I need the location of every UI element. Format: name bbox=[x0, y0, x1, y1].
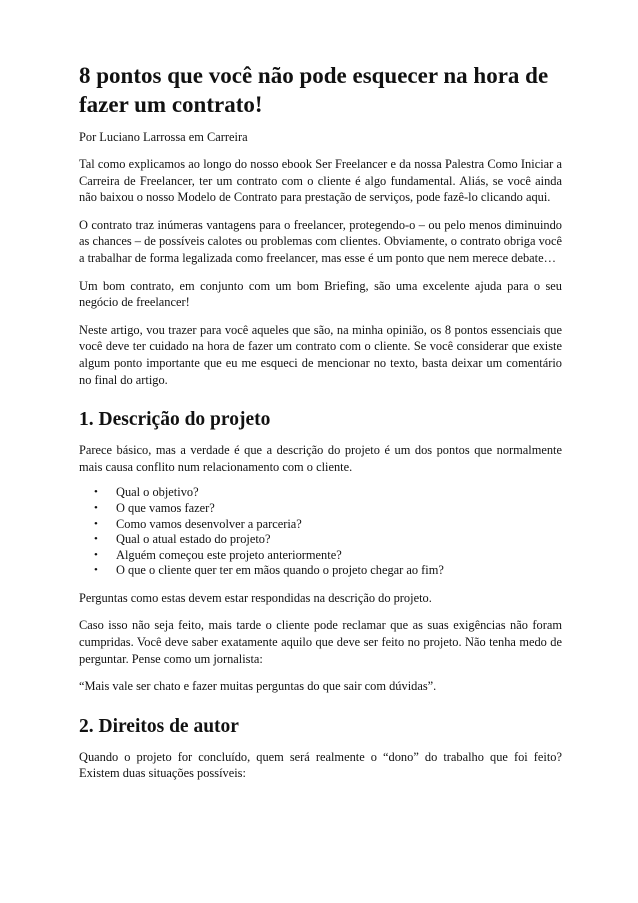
section-2-heading: 2. Direitos de autor bbox=[79, 715, 239, 737]
bullet-icon: • bbox=[94, 533, 98, 546]
byline: Por Luciano Larrossa em Carreira bbox=[79, 130, 248, 144]
section-1-paragraph-1: Perguntas como estas devem estar respondidas na descrição do projeto. bbox=[79, 590, 432, 605]
list-item-text: O que o cliente quer ter em mãos quando o projeto chegar ao fim? bbox=[116, 563, 444, 578]
intro-paragraph-3: Um bom contrato, em conjunto com um bom Briefing, são uma excelente ajuda para o seu negócio de freelancer! bbox=[79, 278, 562, 310]
list-item-text: Como vamos desenvolver a parceria? bbox=[116, 516, 302, 531]
intro-paragraph-2: O contrato traz inúmeras vantagens para o freelancer, protegendo-o – ou pelo menos diminuindo as chances – de possíveis calotes ou problemas com clientes. Obviamente, o contrato obriga você a trabalhar de forma legalizada como freelancer, mas esse é um ponto que nem merece debate… bbox=[79, 217, 562, 265]
list-item bbox=[94, 516, 562, 533]
question-list bbox=[79, 485, 562, 579]
list-item bbox=[94, 485, 562, 501]
bullet-icon: • bbox=[94, 486, 98, 499]
list-item-text: Qual o objetivo? bbox=[116, 485, 199, 500]
list-item-text: Qual o atual estado do projeto? bbox=[116, 532, 271, 547]
bullet-icon: • bbox=[94, 517, 98, 530]
section-2-lead: Quando o projeto for concluído, quem será realmente o “dono” do trabalho que foi feito? Existem duas situações possíveis: bbox=[79, 749, 562, 781]
list-item bbox=[94, 563, 562, 579]
bullet-icon: • bbox=[94, 501, 98, 514]
section-1-lead: Parece básico, mas a verdade é que a descrição do projeto é um dos pontos que normalmente mais causa conflito num relacionamento com o cliente. bbox=[79, 443, 562, 474]
intro-paragraph-1: Tal como explicamos ao longo do nosso ebook Ser Freelancer e da nossa Palestra Como Iniciar a Carreira de Freelancer, ter um contrato com o cliente é algo fundamental. Aliás, se você ainda não baixou o nosso Modelo de Contrato para prestação de serviços, pode fazê-lo clicando aqui. bbox=[79, 157, 562, 205]
article-title: 8 pontos que você não pode esquecer na hora de fazer um contrato! bbox=[79, 63, 549, 117]
list-item-text: O que vamos fazer? bbox=[116, 500, 215, 515]
list-item bbox=[94, 532, 562, 548]
list-item bbox=[94, 547, 562, 564]
intro-paragraph-4: Neste artigo, vou trazer para você aqueles que são, na minha opinião, os 8 pontos essenciais que você deve ter cuidado na hora de fazer um contrato com o cliente. Se você considerar que existe algum ponto importante que eu me esqueci de mencionar no texto, basta deixar um comentário no final do artigo. bbox=[79, 322, 562, 387]
section-1-heading: 1. Descrição do projeto bbox=[79, 409, 271, 431]
section-1-paragraph-2: Caso isso não seja feito, mais tarde o cliente pode reclamar que as suas exigências não foram cumpridas. Você deve saber exatamente aquilo que deve ser feito no projeto. Não tenha medo de perguntar. Pense como um jornalista: bbox=[79, 618, 562, 666]
section-1-quote: “Mais vale ser chato e fazer muitas perguntas do que sair com dúvidas”. bbox=[79, 679, 437, 694]
list-item bbox=[94, 500, 562, 517]
list-item-text: Alguém começou este projeto anteriormente? bbox=[116, 547, 342, 562]
bullet-icon: • bbox=[94, 548, 98, 561]
bullet-icon: • bbox=[94, 564, 98, 577]
